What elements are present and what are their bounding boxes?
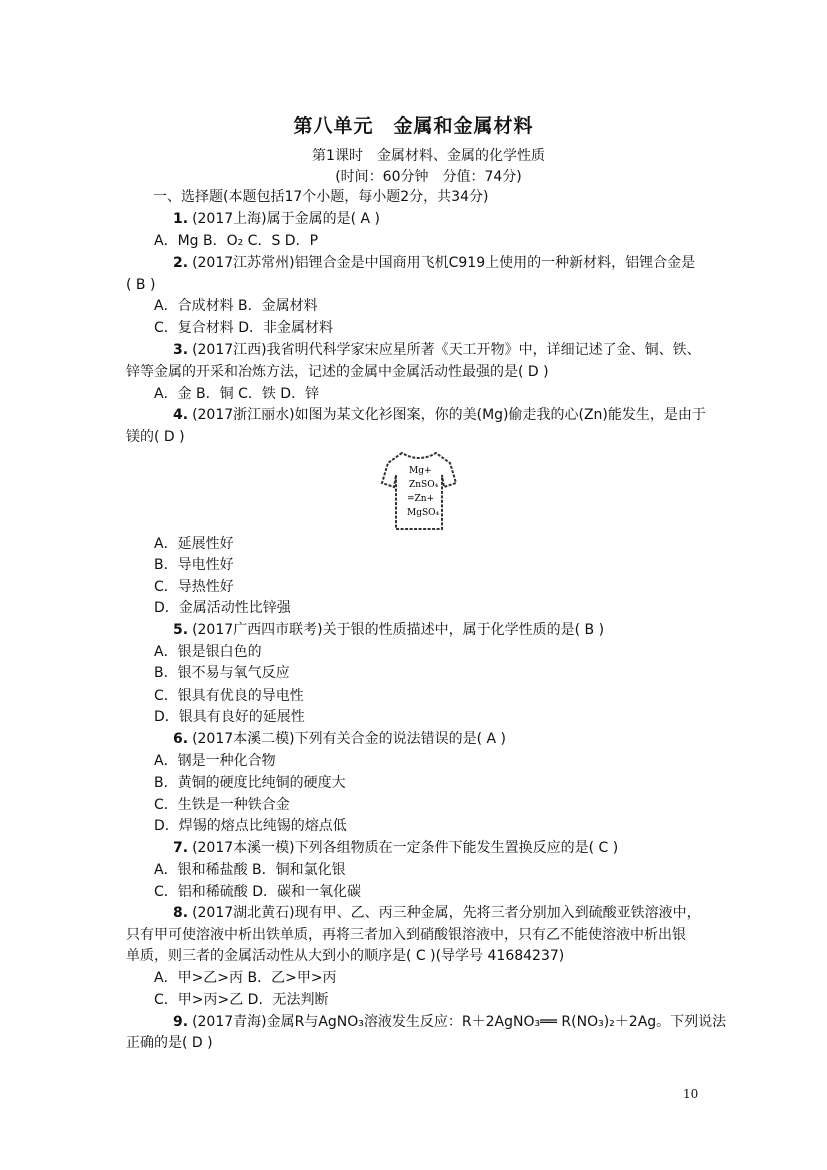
answer-option: A．银是银白色的 (154, 644, 262, 660)
question-text: (2017江苏常州)铝锂合金是中国商用飞机C919上使用的一种新材料，铝锂合金是 (192, 255, 696, 271)
question-text-continued: 正确的是( D ) (126, 1035, 213, 1051)
question-number: 4. (173, 407, 189, 423)
answer-option: B．导电性好 (154, 557, 234, 573)
question-text: (2017广西四市联考)关于银的性质描述中，属于化学性质的是( B ) (192, 622, 605, 638)
question-text: (2017本溪一模)下列各组物质在一定条件下能发生置换反应的是( C ) (192, 840, 619, 856)
figure-text-line: =Zn+ (407, 494, 435, 504)
figure-text-line: ZnSO₄ (409, 480, 439, 490)
unit-title: 第八单元 金属和金属材料 (293, 115, 534, 137)
question-line (173, 209, 380, 229)
page-number: 10 (683, 1087, 699, 1101)
answer-option: C．银具有优良的导电性 (154, 688, 304, 704)
question-text-continued: 只有甲可使溶液中析出铁单质，再将三者加入到硝酸银溶液中，只有乙不能使溶液中析出银 (126, 927, 686, 943)
question-text: (2017浙江丽水)如图为某文化衫图案，你的美(Mg)偷走我的心(Zn)能发生，是由于 (192, 407, 706, 423)
question-number: 7. (173, 840, 189, 856)
question-text-continued: 锌等金属的开采和冶炼方法，记述的金属中金属活动性最强的是( D ) (126, 364, 549, 380)
question-number: 5. (173, 622, 189, 638)
question-line (173, 405, 706, 425)
question-number: 1. (173, 211, 189, 227)
tshirt-figure (380, 449, 458, 532)
answer-option: A．合成材料 B．金属材料 (154, 298, 318, 314)
question-number: 2. (173, 255, 189, 271)
question-line (173, 1012, 726, 1032)
question-text: (2017本溪二模)下列有关合金的说法错误的是( A ) (192, 731, 507, 747)
answer-option: C．甲>丙>乙 D．无法判断 (154, 992, 329, 1008)
answer-option: A．钢是一种化合物 (154, 753, 276, 769)
answer-option: D．金属活动性比锌强 (154, 600, 291, 616)
question-text: (2017上海)属于金属的是( A ) (192, 211, 381, 227)
question-text-continued: 镁的( D ) (126, 429, 185, 445)
figure-text-line: Mg+ (409, 466, 432, 476)
question-text: (2017青海)金属R与AgNO₃溶液发生反应：R＋2AgNO₃══ R(NO₃)₂＋2Ag。下列说法 (192, 1014, 727, 1030)
figure-text-line: MgSO₄ (407, 508, 440, 518)
answer-option: D．银具有良好的延展性 (154, 709, 305, 725)
question-text-continued: 单质，则三者的金属活动性从大到小的顺序是( C )(导学号 41684237) (126, 948, 565, 964)
question-text: (2017江西)我省明代科学家宋应星所著《天工开物》中，详细记述了金、铜、铁、 (192, 342, 701, 358)
answer-option: C．导热性好 (154, 579, 234, 595)
lesson-subtitle: 第1课时 金属材料、金属的化学性质 (312, 148, 545, 164)
answer-option: A．金 B．铜 C．铁 D．锌 (154, 386, 320, 402)
answer-option: A．银和稀盐酸 B．铜和氯化银 (154, 862, 346, 878)
question-text: (2017湖北黄石)现有甲、乙、丙三种金属，先将三者分别加入到硫酸亚铁溶液中， (192, 905, 701, 921)
answer-option: D．焊锡的熔点比纯锡的熔点低 (154, 818, 347, 834)
question-number: 6. (173, 731, 189, 747)
answer-option: A．Mg B．O₂ C．S D．P (154, 233, 319, 249)
question-line (173, 903, 701, 923)
question-line (173, 340, 701, 360)
question-number: 3. (173, 342, 189, 358)
answer-option: C．复合材料 D．非金属材料 (154, 320, 334, 336)
question-line (173, 838, 618, 858)
question-text-continued: ( B ) (126, 277, 156, 293)
question-line (173, 620, 604, 640)
answer-option: B．银不易与氧气反应 (154, 665, 290, 681)
answer-option: C．铝和稀硫酸 D．碳和一氧化碳 (154, 884, 362, 900)
question-number: 8. (173, 905, 189, 921)
question-line (173, 253, 695, 273)
answer-option: B．黄铜的硬度比纯铜的硬度大 (154, 775, 346, 791)
question-number: 9. (173, 1014, 189, 1030)
question-line (173, 729, 506, 749)
answer-option: A．延展性好 (154, 536, 234, 552)
time-score-info: (时间：60分钟 分值：74分) (335, 169, 522, 185)
answer-option: C．生铁是一种铁合金 (154, 797, 290, 813)
section-heading: 一、选择题(本题包括17个小题，每小题2分，共34分) (153, 189, 489, 205)
answer-option: A．甲>乙>丙 B．乙>甲>丙 (154, 970, 337, 986)
